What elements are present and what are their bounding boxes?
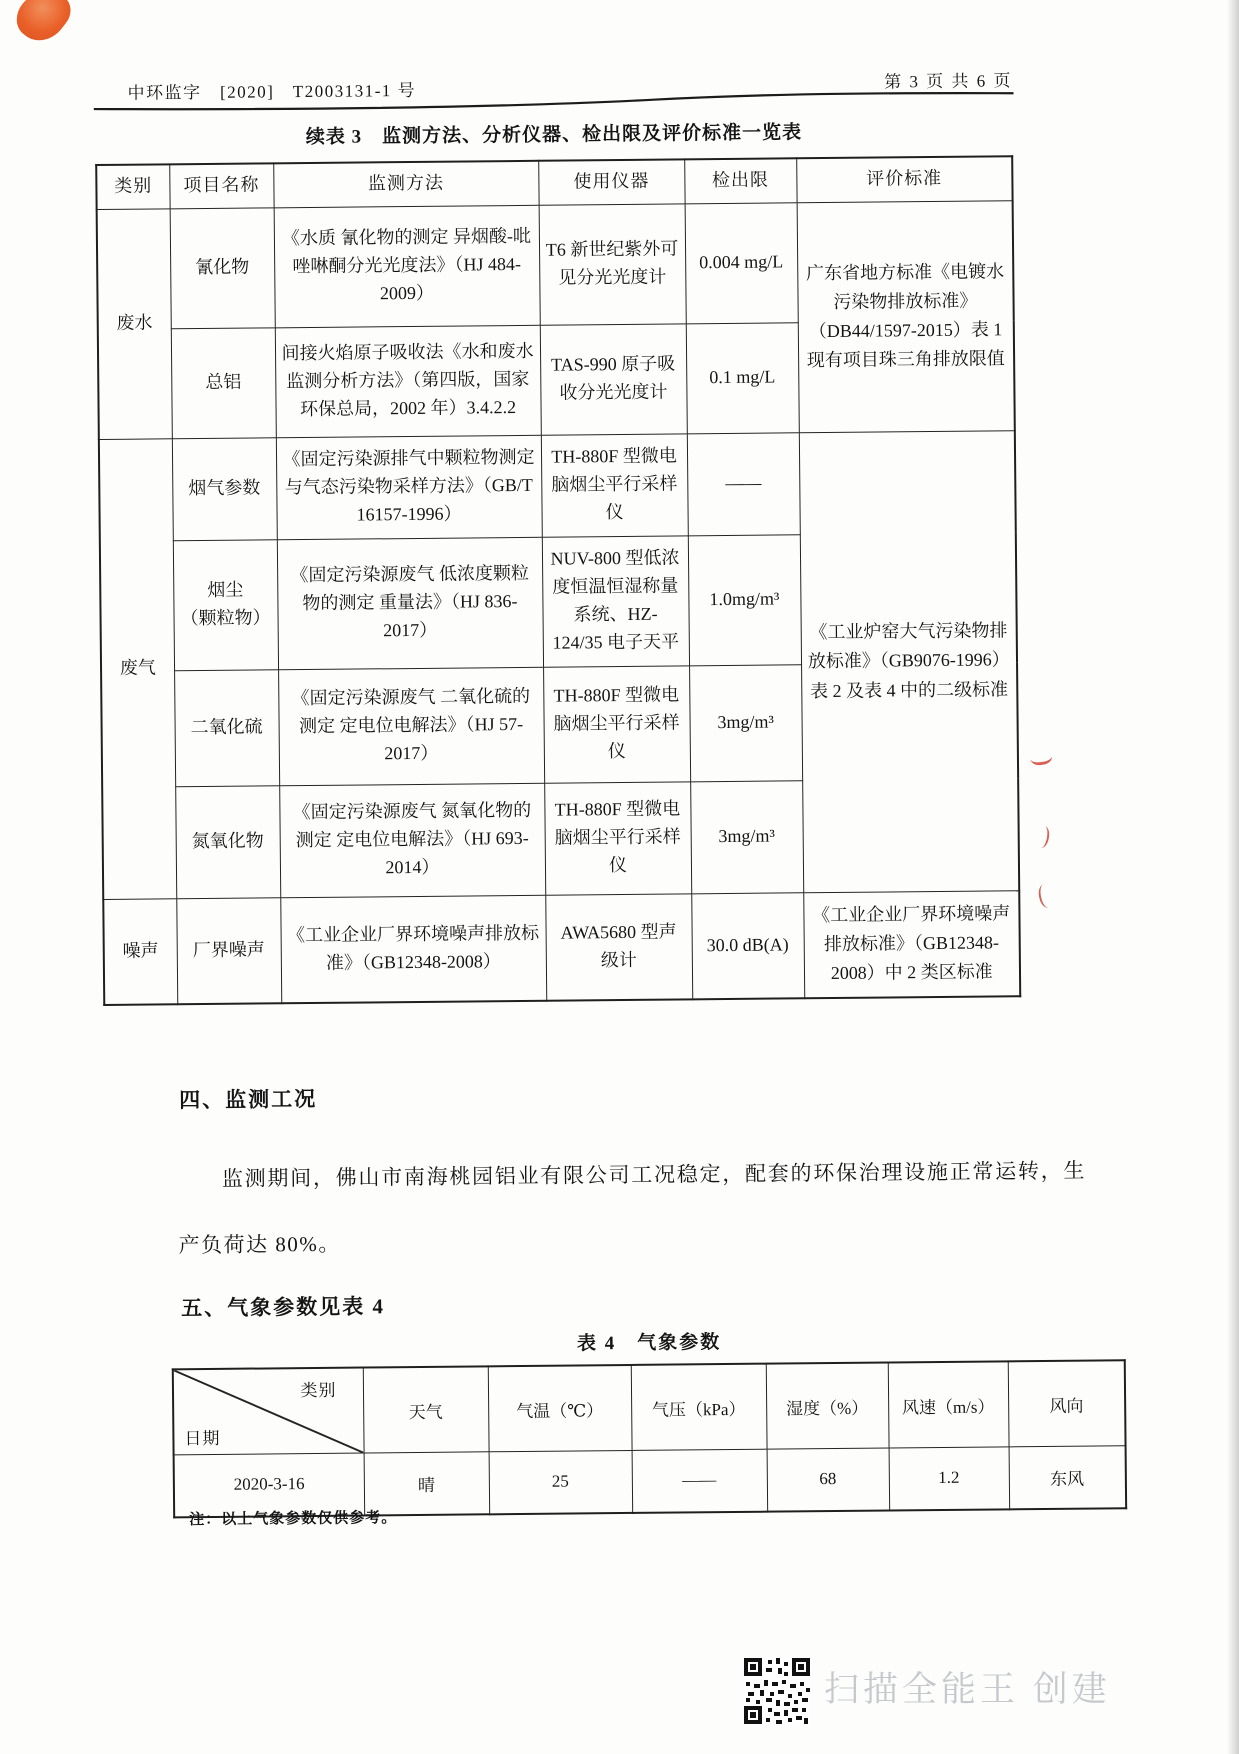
t3-header-method: 监测方法	[273, 161, 538, 208]
t3-limit-cell: 0.1 mg/L	[686, 322, 799, 433]
t3-header-category: 类别	[96, 164, 169, 209]
t3-method-cell: 《固定污染源排气中颗粒物测定与气态污染物采样方法》（GB/T 16157-1996）	[276, 435, 542, 540]
table-row	[103, 890, 1020, 1005]
t3-item-so2: 二氧化硫	[174, 669, 279, 786]
t4-header-weather: 天气	[363, 1366, 489, 1453]
camscanner-watermark: 扫描全能王 创建	[824, 1670, 1111, 1709]
t4-weather: 晴	[364, 1452, 490, 1515]
t4-wind-direction: 东风	[1009, 1446, 1127, 1509]
section4-heading: 四、监测工况	[179, 1086, 318, 1113]
section4-paragraph: 监测期间，佛山市南海桃园铝业有限公司工况稳定，配套的环保治理设施正常运转，生产负荷达 80%。	[178, 1158, 1087, 1258]
t3-instrument-cell: TH-880F 型微电脑烟尘平行采样仪	[543, 665, 690, 782]
t3-instrument-cell: TH-880F 型微电脑烟尘平行采样仪	[544, 781, 691, 894]
t3-limit-cell: 3mg/m³	[690, 780, 803, 893]
page-edge-shadow	[1227, 0, 1239, 1754]
t4-corner-cell	[173, 1368, 364, 1455]
t4-header-humidity: 湿度（%）	[766, 1362, 889, 1449]
t4-corner-date-label: 日期	[184, 1428, 221, 1449]
qr-code-icon	[744, 1658, 810, 1724]
t3-item-aluminium: 总铝	[171, 327, 276, 438]
t3-limit-cell: 30.0 dB(A)	[691, 892, 804, 999]
t3-standard-noise: 《工业企业厂界环境噪声排放标准》（GB12348-2008）中 2 类区标准	[803, 890, 1020, 998]
table-row	[99, 430, 1016, 541]
t3-standard-wastewater: 广东省地方标准《电镀水污染物排放标准》（DB44/1597-2015）表 1 现有项目珠三角排放限值	[797, 200, 1015, 432]
t4-wind-speed: 1.2	[889, 1447, 1010, 1510]
t3-item-boundary-noise: 厂界噪声	[176, 897, 281, 1004]
t3-method-cell: 《水质 氰化物的测定 异烟酸-吡唑啉酮分光光度法》（HJ 484-2009）	[274, 205, 540, 328]
table4-weather-params	[172, 1359, 1127, 1518]
t4-humidity: 68	[767, 1448, 890, 1511]
t3-limit-cell: 0.004 mg/L	[685, 202, 798, 323]
t3-method-cell: 《固定污染源废气 低浓度颗粒物的测定 重量法》（HJ 836-2017）	[277, 537, 543, 670]
t4-header-pressure: 气压（kPa）	[631, 1364, 767, 1451]
t4-header-wind-speed: 风速（m/s）	[888, 1361, 1009, 1448]
t4-header-wind-direction: 风向	[1008, 1360, 1126, 1447]
t3-header-item: 项目名称	[169, 163, 273, 208]
table3-title: 续表 3 监测方法、分析仪器、检出限及评价标准一览表	[305, 122, 803, 149]
t3-standard-exhaust: 《工业炉窑大气污染物排放标准》（GB9076-1996）表 2 及表 4 中的二级标准	[799, 430, 1019, 892]
t3-header-standard: 评价标准	[796, 156, 1012, 202]
t3-instrument-cell: T6 新世纪紫外可见分光光度计	[539, 203, 686, 324]
t4-corner-category-label: 类别	[300, 1380, 337, 1401]
t3-header-limit: 检出限	[684, 158, 796, 203]
t3-method-cell: 《工业企业厂界环境噪声排放标准》（GB12348-2008）	[280, 895, 546, 1004]
table4-note: 注：以上气象参数仅供参考。	[189, 1510, 398, 1529]
t3-method-cell: 《固定污染源废气 二氧化硫的测定 定电位电解法》（HJ 57-2017）	[278, 667, 544, 786]
t3-instrument-cell: TH-880F 型微电脑烟尘平行采样仪	[541, 433, 688, 536]
table3-monitoring-methods	[95, 155, 1021, 1006]
table-row	[97, 200, 1014, 329]
t3-item-dust: 烟尘 （颗粒物）	[173, 539, 278, 670]
page-number: 第 3 页 共 6 页	[884, 71, 1013, 92]
t3-item-nox: 氮氧化物	[175, 785, 280, 898]
t3-instrument-cell: TAS-990 原子吸收分光光度计	[540, 323, 687, 434]
document-number: 中环监字 [2020] T2003131-1 号	[127, 80, 417, 103]
t3-header-instrument: 使用仪器	[538, 159, 684, 204]
section5-heading: 五、气象参数见表 4	[181, 1294, 386, 1321]
t4-date: 2020-3-16	[174, 1453, 365, 1517]
t3-limit-cell: ——	[687, 432, 800, 535]
t3-method-cell: 《固定污染源废气 氮氧化物的测定 定电位电解法》（HJ 693-2014）	[279, 783, 545, 898]
t3-instrument-cell: NUV-800 型低浓度恒温恒湿称量系统、HZ-124/35 电子天平	[542, 535, 689, 666]
t3-item-fluegas-params: 烟气参数	[172, 437, 277, 540]
t3-category-exhaust: 废气	[99, 438, 176, 899]
t3-instrument-cell: AWA5680 型声级计	[545, 893, 692, 1000]
t3-limit-cell: 3mg/m³	[689, 664, 802, 781]
t3-category-noise: 噪声	[103, 898, 177, 1005]
t3-category-wastewater: 废水	[97, 208, 172, 439]
t4-temperature: 25	[489, 1450, 633, 1513]
t3-item-cyanide: 氰化物	[170, 207, 275, 328]
table4-title: 表 4 气象参数	[576, 1332, 722, 1355]
t3-method-cell: 间接火焰原子吸收法《水和废水监测分析方法》（第四版，国家环保总局，2002 年）3.4.2.2	[275, 325, 541, 438]
t4-pressure: ——	[632, 1449, 768, 1512]
table4-header-row	[173, 1360, 1126, 1455]
t3-limit-cell: 1.0mg/m³	[688, 534, 801, 665]
t4-header-temperature: 气温（℃）	[488, 1365, 632, 1452]
